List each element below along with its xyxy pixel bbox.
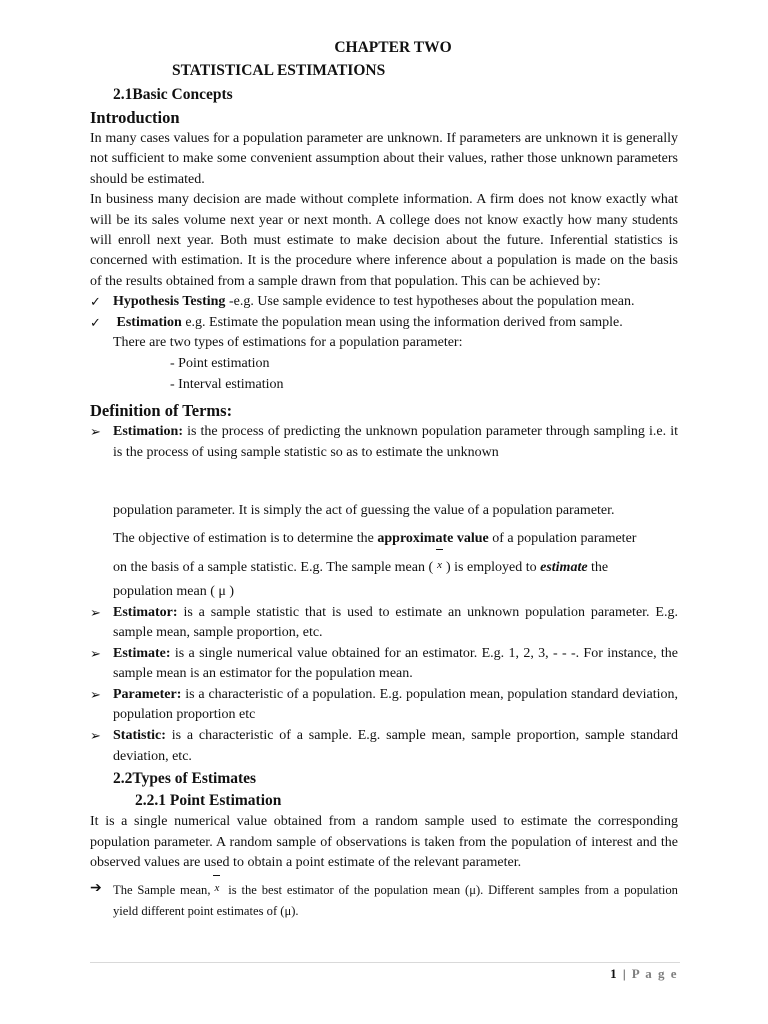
arrowhead-bullet-icon: ➢ <box>90 686 101 702</box>
definitions-list <box>90 422 678 767</box>
arrowhead-bullet-icon: ➢ <box>90 728 101 744</box>
definition-term: Statistic: <box>113 728 166 744</box>
definition-text: is a sample statistic that is used to estimate an unknown population parameter. E.g. sample mean, sample proportion, etc. <box>113 604 678 641</box>
definition-continuation-2: The objective of estimation is to determine the approximate value of a population parameter <box>113 530 637 546</box>
x-bar-symbol: x <box>210 878 223 899</box>
list-item <box>90 313 678 334</box>
list-item <box>90 644 678 685</box>
list-item-term: Estimation <box>116 314 182 330</box>
types-intro-line: There are two types of estimations for a population parameter: <box>113 335 463 351</box>
definition-term: Estimator: <box>113 604 178 620</box>
list-item-text: e.g. Estimate the population mean using the information derived from sample. <box>181 314 623 330</box>
chapter-title: STATISTICAL ESTIMATIONS <box>172 62 386 79</box>
section-heading-2-1: 2.1Basic Concepts <box>113 86 233 103</box>
document-page <box>90 34 678 922</box>
chapter-heading: CHAPTER TWO <box>334 39 452 56</box>
checkmark-icon: ✓ <box>90 294 101 310</box>
type-point: - Point estimation <box>170 356 270 372</box>
list-item <box>90 685 678 726</box>
arrow-right-icon: ➔ <box>90 881 102 897</box>
definitions-heading: Definition of Terms: <box>90 401 233 421</box>
x-bar-symbol: x <box>433 552 446 580</box>
arrowhead-bullet-icon: ➢ <box>90 645 101 661</box>
definition-text: is the process of predicting the unknown population parameter through sampling i.e. it is the process of using sample statistic so as to estimate the unknown <box>113 424 678 460</box>
definition-term: Estimate: <box>113 645 171 661</box>
definition-continuation-4: population mean ( μ ) <box>113 583 235 599</box>
check-list <box>90 292 678 333</box>
list-item <box>90 292 678 313</box>
list-item <box>90 603 678 644</box>
list-item-term: Hypothesis Testing <box>113 294 226 310</box>
section-heading-2-2: 2.2Types of Estimates <box>113 770 257 788</box>
arrowhead-bullet-icon: ➢ <box>90 604 101 620</box>
definition-term: Parameter: <box>113 686 182 702</box>
page-footer <box>610 966 678 982</box>
page-label: P a g e <box>631 966 678 981</box>
definition-text: is a characteristic of a population. E.g. population mean, population standard deviation, population proportion etc <box>113 686 678 723</box>
arrowhead-bullet-icon: ➢ <box>90 424 101 440</box>
list-item: ➔ The Sample mean, x is the best estimator of the population mean (μ). Different samples from a population yield different point estimates of (μ). <box>90 878 678 922</box>
definition-text: is a single numerical value obtained for an estimator. E.g. 1, 2, 3, - - -. For instance, the sample mean is an estimator for the population mean. <box>113 645 678 682</box>
intro-paragraph-1: In many cases values for a population parameter are unknown. If parameters are unknown it is generally not sufficient to make some convenient assumption about their values, rather those unknown parameters should be estimated. <box>90 131 678 187</box>
footer-divider <box>90 962 680 963</box>
checkmark-icon: ✓ <box>90 314 101 330</box>
list-item-text: -e.g. Use sample evidence to test hypotheses about the population mean. <box>225 294 635 310</box>
list-item <box>90 422 678 602</box>
definition-continuation-1: population parameter. It is simply the act of guessing the value of a population parameter. <box>113 503 615 519</box>
page-number: 1 <box>610 966 619 981</box>
introduction-heading: Introduction <box>90 108 180 127</box>
point-estimation-paragraph: It is a single numerical value obtained from a random sample used to estimate the corresponding population parameter. A random sample of observations is taken from the population of interest and the observed values are used to obtain a point estimate of the relevant parameter. <box>90 814 678 871</box>
definition-term: Estimation: <box>113 424 183 440</box>
list-item <box>90 726 678 767</box>
definition-continuation-3: on the basis of a sample statistic. E.g. The sample mean ( x ) is employed to estimate the <box>113 552 678 582</box>
type-interval: - Interval estimation <box>170 376 284 392</box>
section-heading-2-2-1: 2.2.1 Point Estimation <box>135 792 282 810</box>
definition-text: is a characteristic of a sample. E.g. sample mean, sample proportion, sample standard deviation, etc. <box>113 728 678 764</box>
footer-separator: | <box>618 966 632 981</box>
intro-paragraph-2: In business many decision are made without complete information. A firm does not know exactly what will be its sales volume next year or next month. A college does not know exactly how many students will enroll next year. Both must estimate to make decision about the future. Inferential statistics is concerned with estimation. It is the procedure where inference about a population is made on the basis of the results obtained from a sample drawn from that population. This can be achieved by: <box>90 192 678 289</box>
